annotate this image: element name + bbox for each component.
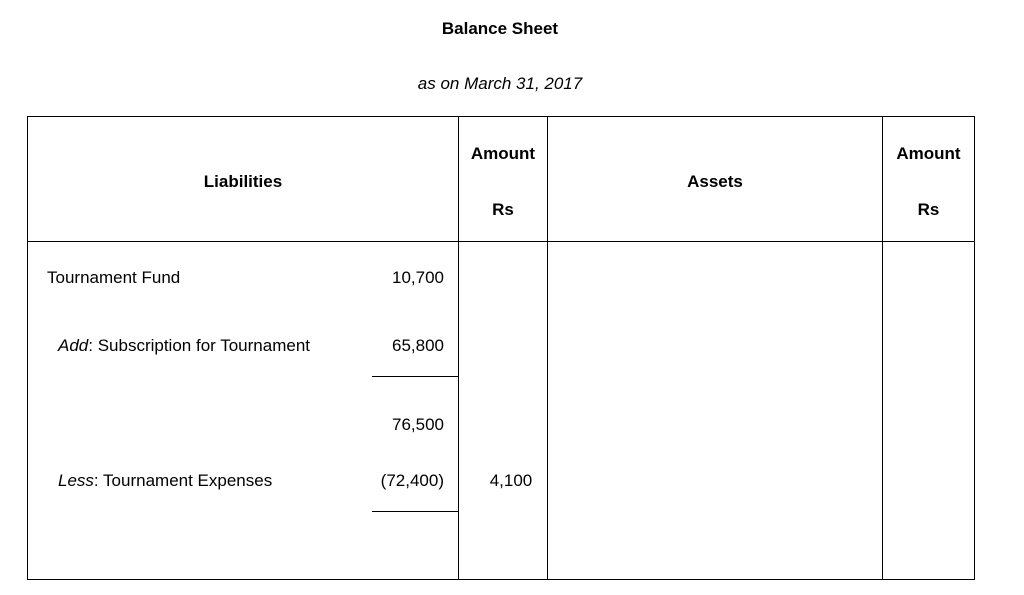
add-subscription-value: 65,800 bbox=[392, 336, 444, 355]
less-prefix: Less bbox=[58, 471, 94, 490]
tournament-fund-label: Tournament Fund bbox=[47, 268, 181, 287]
tournament-fund-value: 10,700 bbox=[392, 268, 444, 287]
header-assets: Assets bbox=[687, 172, 743, 191]
header-rs-liabilities: Rs bbox=[492, 200, 514, 219]
less-expenses-value: (72,400) bbox=[380, 471, 444, 490]
column-divider bbox=[458, 117, 459, 579]
less-label-text: : Tournament Expenses bbox=[93, 471, 273, 490]
header-amount-liabilities: Amount bbox=[470, 144, 536, 163]
subtotal-rule bbox=[372, 376, 458, 377]
total-rule bbox=[372, 511, 458, 512]
page-title: Balance Sheet bbox=[441, 19, 559, 38]
header-rs-assets: Rs bbox=[917, 200, 940, 219]
subtotal-value: 76,500 bbox=[392, 415, 444, 434]
column-divider bbox=[882, 117, 883, 579]
add-subscription-label bbox=[58, 336, 310, 356]
add-label-text: : Subscription for Tournament bbox=[88, 336, 310, 355]
balance-sheet-table bbox=[27, 116, 975, 580]
header-liabilities: Liabilities bbox=[203, 172, 283, 191]
add-prefix: Add bbox=[58, 336, 89, 355]
header-amount-assets: Amount bbox=[896, 144, 961, 163]
less-expenses-label bbox=[58, 471, 272, 491]
net-tournament-fund-amount: 4,100 bbox=[489, 471, 533, 490]
header-divider bbox=[28, 241, 974, 242]
page-subtitle: as on March 31, 2017 bbox=[417, 74, 583, 93]
